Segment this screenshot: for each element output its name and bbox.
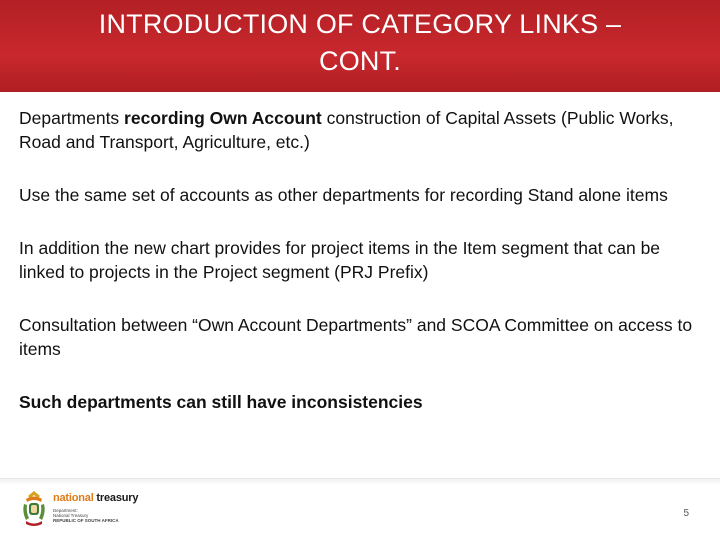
paragraph-1-bold: recording Own Account xyxy=(124,108,322,128)
logo-republic-line: REPUBLIC OF SOUTH AFRICA xyxy=(53,518,119,523)
paragraph-project-items: In addition the new chart provides for project items in the Item segment that can be linked to projects in the Project segment (PRJ Prefix) xyxy=(19,238,661,282)
paragraph-same-accounts: Use the same set of accounts as other departments for recording Stand alone items xyxy=(19,185,668,205)
page-number: 5 xyxy=(683,508,689,519)
logo-department-line: Department: xyxy=(53,508,78,513)
coat-of-arms-icon xyxy=(20,490,48,528)
slide-title xyxy=(0,6,720,80)
title-line-1: INTRODUCTION OF CATEGORY LINKS – xyxy=(98,9,622,39)
paragraph-1-pre: Departments xyxy=(19,108,125,128)
logo-wordmark: national treasury xyxy=(53,492,139,504)
title-line-2: CONT. xyxy=(319,46,401,76)
paragraph-own-account xyxy=(19,106,709,154)
national-treasury-logo xyxy=(20,490,170,530)
paragraph-inconsistencies: Such departments can still have inconsistencies xyxy=(19,392,423,412)
logo-treasury-line: National Treasury xyxy=(53,513,89,518)
paragraph-consultation: Consultation between “Own Account Departments” and SCOA Committee on access to items xyxy=(19,315,693,359)
footer-shadow xyxy=(0,479,720,485)
paragraph-1-post: construction of Capital Assets (Public Works, Road and Transport, Agriculture, etc.) xyxy=(19,108,674,152)
slide-body xyxy=(19,106,709,443)
